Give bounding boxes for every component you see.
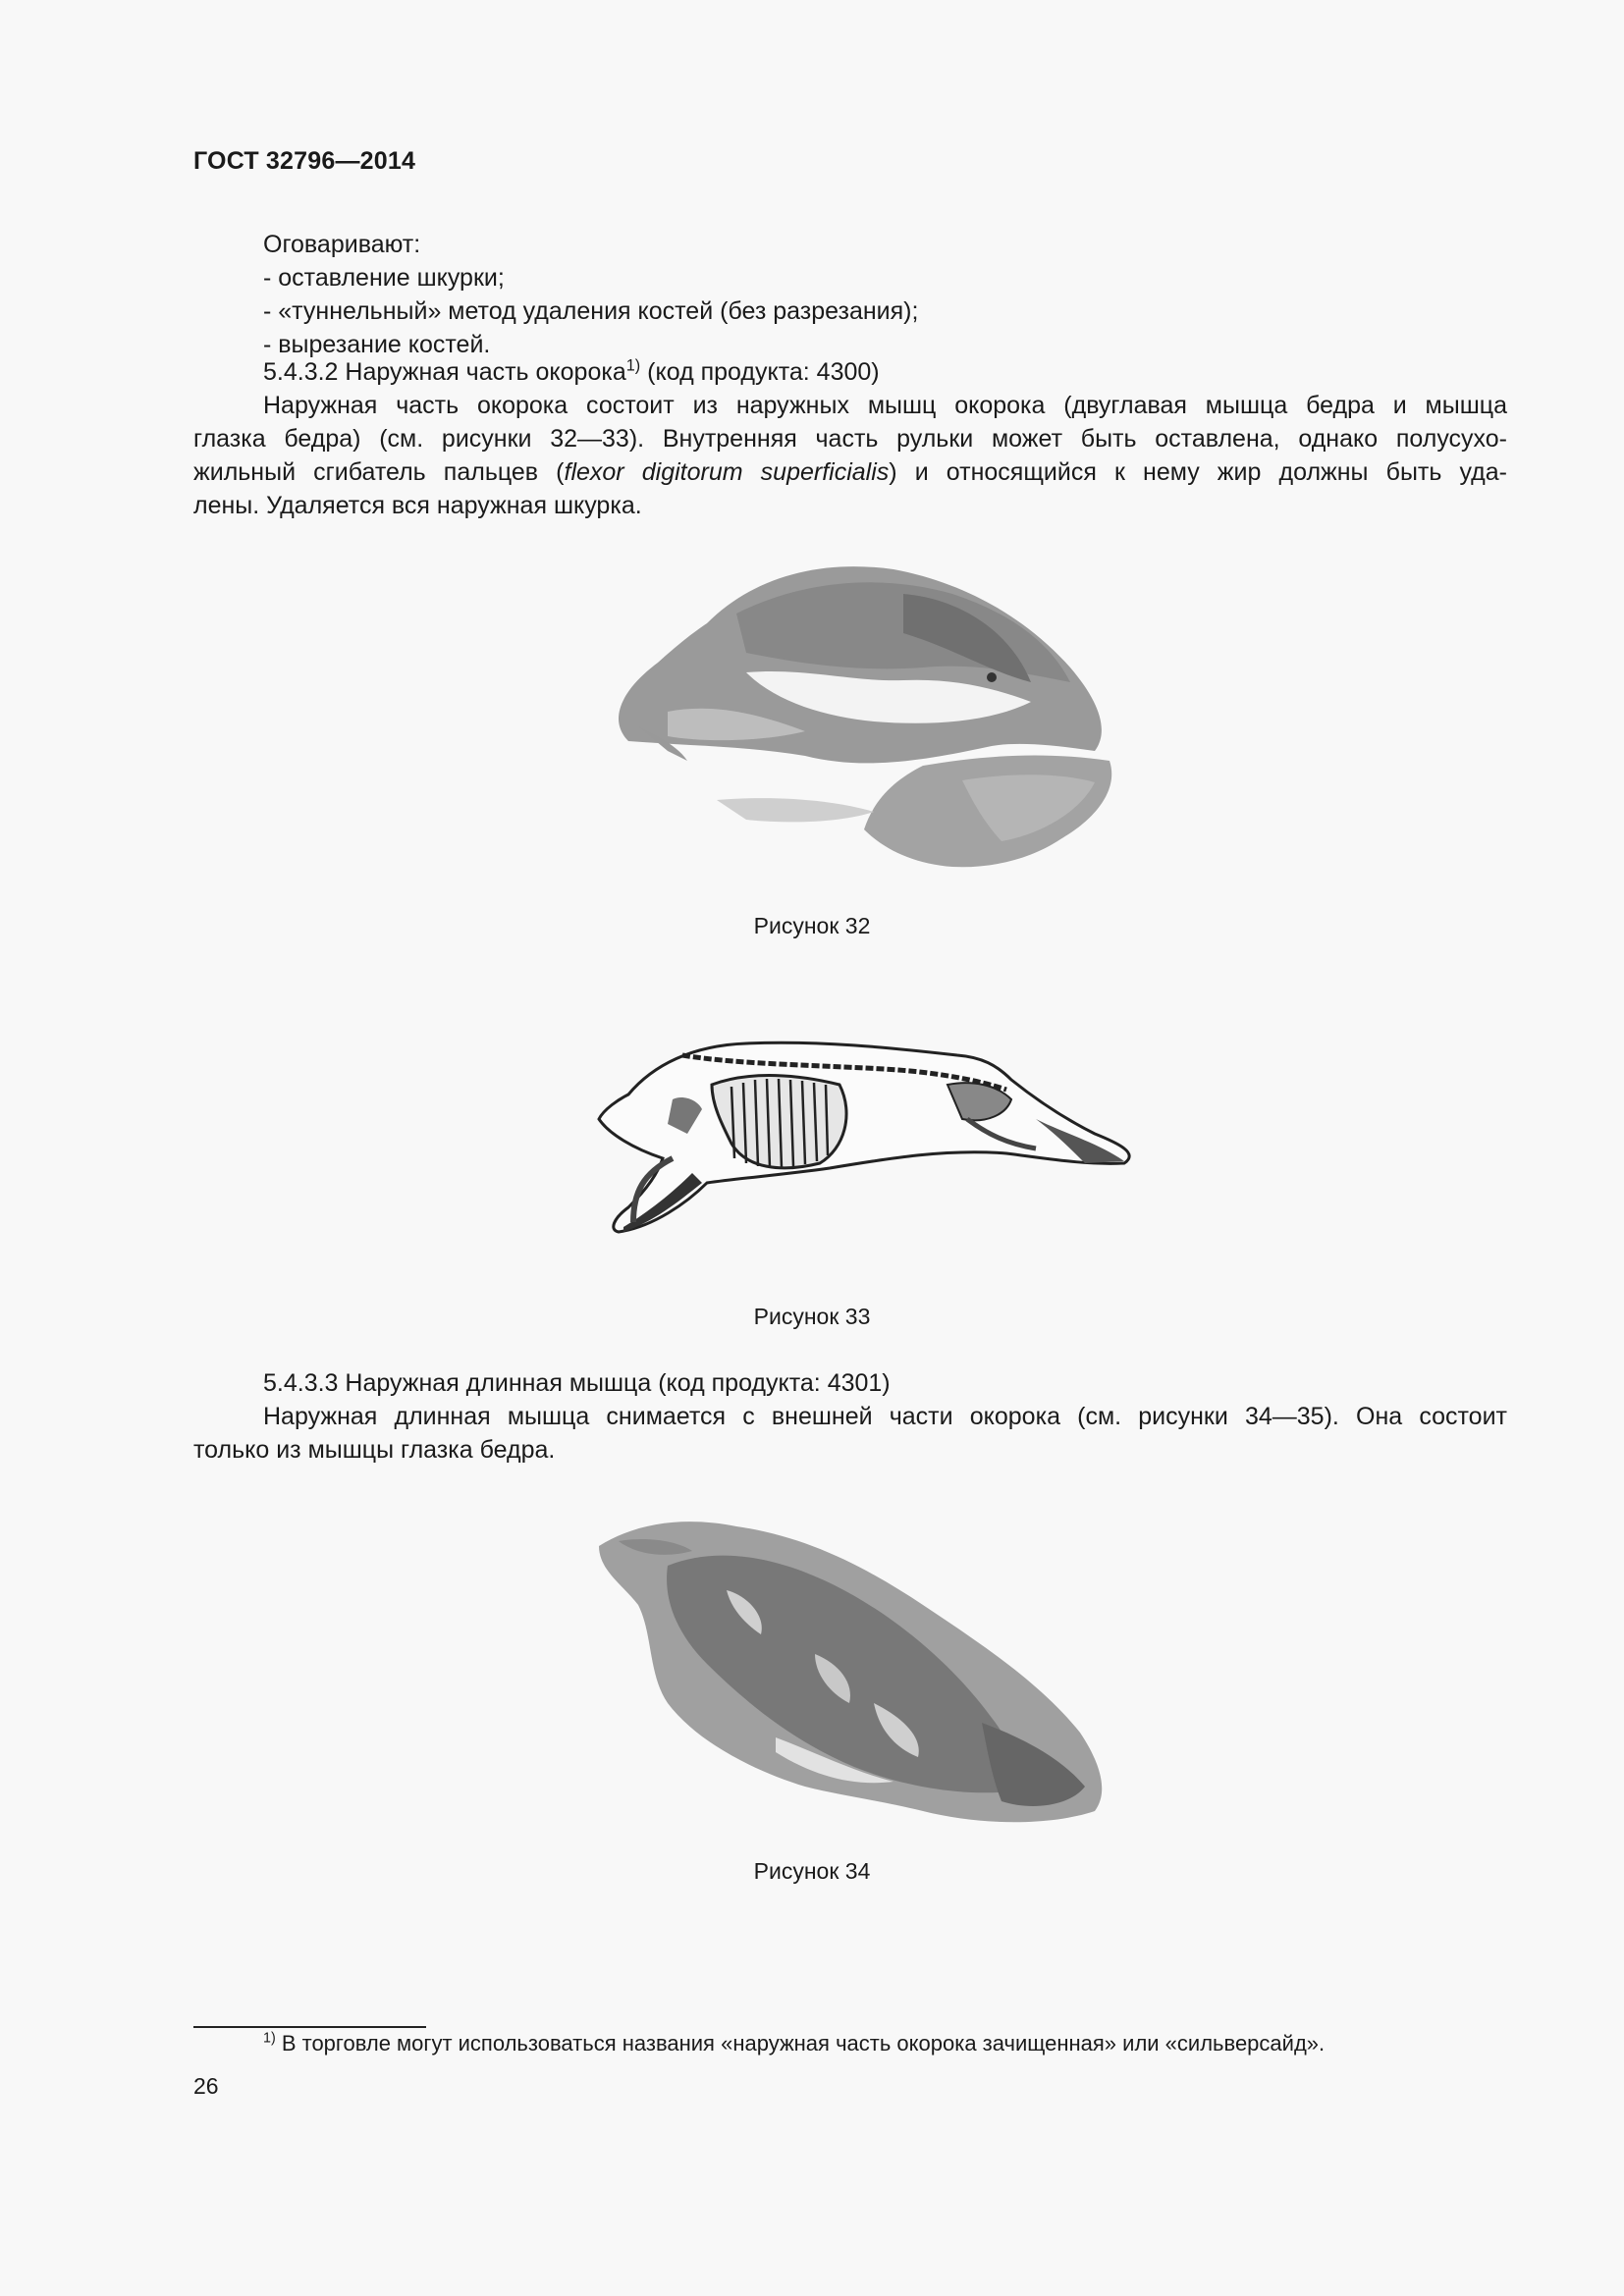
text-span: жильный сгибатель пальцев (	[193, 458, 565, 486]
footnote-text: В торговле могут использоваться названия «наружная часть окорока зачищенная» или «сильверсайд».	[275, 2031, 1326, 2056]
figure-32-caption: Рисунок 32	[753, 913, 871, 938]
footnote-marker: 1)	[263, 2030, 276, 2047]
paragraph-line	[193, 455, 1507, 489]
section-heading-4300	[263, 355, 880, 389]
paragraph-line: только из мышцы глазка бедра.	[193, 1436, 556, 1464]
footnote	[263, 2031, 1325, 2056]
list-item: - вырезание костей.	[263, 331, 491, 358]
heading-code: (код продукта: 4300)	[640, 358, 880, 386]
footnote-separator	[193, 2026, 426, 2028]
figure-34-caption: Рисунок 34	[753, 1858, 871, 1884]
heading-text: 5.4.3.2 Наружная часть окорока	[263, 358, 626, 386]
latin-term: flexor digitorum superficialis	[564, 458, 890, 486]
figure-33-caption: Рисунок 33	[753, 1304, 871, 1329]
list-item: - «туннельный» метод удаления костей (без разрезания);	[263, 297, 919, 325]
footnote-ref[interactable]: 1)	[625, 356, 641, 375]
list-item: - оставление шкурки;	[263, 264, 505, 292]
figure-34-image	[579, 1507, 1110, 1831]
page-number: 26	[193, 2073, 219, 2099]
paragraph-line: глазка бедра) (см. рисунки 32—33). Внутренняя часть рульки может быть оставлена, однако полусухо-	[193, 425, 1507, 453]
text-span: ) и относящийся к нему жир должны быть уда-	[889, 458, 1507, 486]
figure-32-image	[599, 555, 1129, 888]
intro-lead: Оговаривают:	[263, 231, 421, 258]
section-heading-4301: 5.4.3.3 Наружная длинная мышца (код продукта: 4301)	[263, 1369, 891, 1397]
paragraph-line: Наружная часть окорока состоит из наружных мышц окорока (двуглавая мышца бедра и мышца	[263, 392, 1507, 419]
document-code: ГОСТ 32796—2014	[193, 147, 416, 175]
paragraph-line: лены. Удаляется вся наружная шкурка.	[193, 492, 642, 519]
figure-33-image	[574, 1026, 1134, 1237]
paragraph-line: Наружная длинная мышца снимается с внешней части окорока (см. рисунки 34—35). Она состоит	[263, 1403, 1507, 1430]
